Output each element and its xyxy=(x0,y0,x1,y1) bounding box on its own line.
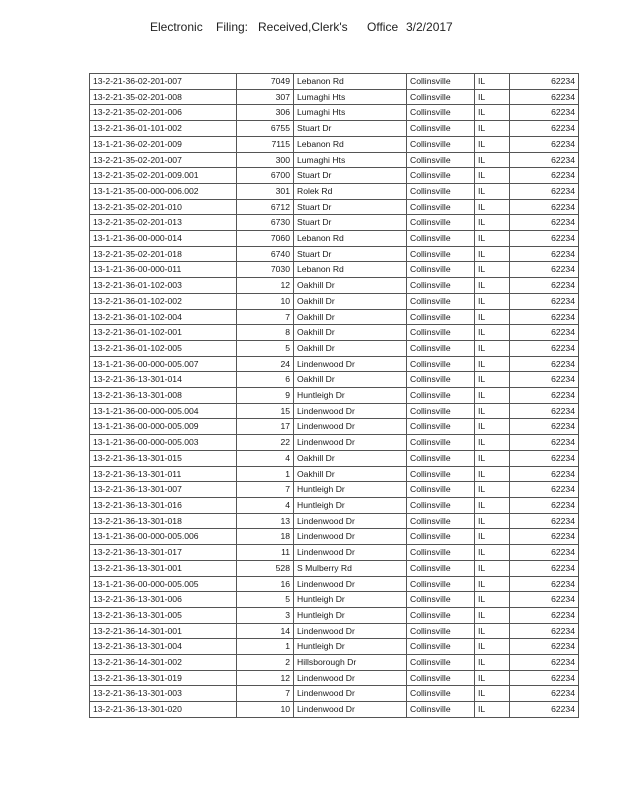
city-cell: Collinsville xyxy=(407,419,475,435)
street-name-cell: Lindenwood Dr xyxy=(294,403,407,419)
parcel-id-cell: 13-2-21-36-13-301-016 xyxy=(90,497,237,513)
state-cell: IL xyxy=(475,168,510,184)
street-name-cell: S Mulberry Rd xyxy=(294,560,407,576)
city-cell: Collinsville xyxy=(407,592,475,608)
city-cell: Collinsville xyxy=(407,121,475,137)
state-cell: IL xyxy=(475,560,510,576)
house-number-cell: 1 xyxy=(237,466,294,482)
house-number-cell: 5 xyxy=(237,592,294,608)
table-row xyxy=(90,545,579,561)
city-cell: Collinsville xyxy=(407,262,475,278)
table-row xyxy=(90,482,579,498)
parcel-id-cell: 13-2-21-36-13-301-018 xyxy=(90,513,237,529)
street-name-cell: Oakhill Dr xyxy=(294,325,407,341)
state-cell: IL xyxy=(475,89,510,105)
zip-cell: 62234 xyxy=(510,199,579,215)
table-row xyxy=(90,560,579,576)
zip-cell: 62234 xyxy=(510,450,579,466)
city-cell: Collinsville xyxy=(407,545,475,561)
table-row xyxy=(90,293,579,309)
street-name-cell: Lebanon Rd xyxy=(294,231,407,247)
zip-cell: 62234 xyxy=(510,545,579,561)
state-cell: IL xyxy=(475,262,510,278)
table-row xyxy=(90,419,579,435)
state-cell: IL xyxy=(475,403,510,419)
table-row xyxy=(90,576,579,592)
house-number-cell: 10 xyxy=(237,293,294,309)
house-number-cell: 6712 xyxy=(237,199,294,215)
state-cell: IL xyxy=(475,482,510,498)
street-name-cell: Oakhill Dr xyxy=(294,293,407,309)
zip-cell: 62234 xyxy=(510,231,579,247)
street-name-cell: Oakhill Dr xyxy=(294,340,407,356)
house-number-cell: 7 xyxy=(237,309,294,325)
city-cell: Collinsville xyxy=(407,607,475,623)
city-cell: Collinsville xyxy=(407,529,475,545)
state-cell: IL xyxy=(475,121,510,137)
city-cell: Collinsville xyxy=(407,639,475,655)
house-number-cell: 13 xyxy=(237,513,294,529)
table-row xyxy=(90,168,579,184)
table-row xyxy=(90,278,579,294)
city-cell: Collinsville xyxy=(407,136,475,152)
house-number-cell: 6740 xyxy=(237,246,294,262)
parcel-id-cell: 13-2-21-35-02-201-008 xyxy=(90,89,237,105)
street-name-cell: Lindenwood Dr xyxy=(294,513,407,529)
state-cell: IL xyxy=(475,231,510,247)
city-cell: Collinsville xyxy=(407,623,475,639)
street-name-cell: Lindenwood Dr xyxy=(294,356,407,372)
state-cell: IL xyxy=(475,513,510,529)
parcel-id-cell: 13-2-21-36-13-301-006 xyxy=(90,592,237,608)
house-number-cell: 16 xyxy=(237,576,294,592)
zip-cell: 62234 xyxy=(510,639,579,655)
parcel-id-cell: 13-1-21-36-02-201-009 xyxy=(90,136,237,152)
street-name-cell: Lindenwood Dr xyxy=(294,419,407,435)
city-cell: Collinsville xyxy=(407,278,475,294)
zip-cell: 62234 xyxy=(510,136,579,152)
parcel-id-cell: 13-2-21-36-13-301-011 xyxy=(90,466,237,482)
state-cell: IL xyxy=(475,309,510,325)
street-name-cell: Lumaghi Hts xyxy=(294,105,407,121)
parcel-id-cell: 13-1-21-35-00-000-006.002 xyxy=(90,183,237,199)
table-row xyxy=(90,89,579,105)
city-cell: Collinsville xyxy=(407,372,475,388)
street-name-cell: Lindenwood Dr xyxy=(294,686,407,702)
state-cell: IL xyxy=(475,670,510,686)
parcel-id-cell: 13-2-21-36-14-301-001 xyxy=(90,623,237,639)
zip-cell: 62234 xyxy=(510,325,579,341)
table-row xyxy=(90,529,579,545)
house-number-cell: 7060 xyxy=(237,231,294,247)
table-row xyxy=(90,340,579,356)
state-cell: IL xyxy=(475,466,510,482)
parcel-id-cell: 13-1-21-36-00-000-005.009 xyxy=(90,419,237,435)
zip-cell: 62234 xyxy=(510,576,579,592)
table-row xyxy=(90,592,579,608)
house-number-cell: 6730 xyxy=(237,215,294,231)
zip-cell: 62234 xyxy=(510,262,579,278)
city-cell: Collinsville xyxy=(407,152,475,168)
city-cell: Collinsville xyxy=(407,89,475,105)
state-cell: IL xyxy=(475,340,510,356)
house-number-cell: 7115 xyxy=(237,136,294,152)
street-name-cell: Lindenwood Dr xyxy=(294,529,407,545)
house-number-cell: 6700 xyxy=(237,168,294,184)
city-cell: Collinsville xyxy=(407,246,475,262)
city-cell: Collinsville xyxy=(407,560,475,576)
city-cell: Collinsville xyxy=(407,215,475,231)
table-row xyxy=(90,670,579,686)
table-row xyxy=(90,74,579,90)
table-row xyxy=(90,513,579,529)
table-row xyxy=(90,466,579,482)
zip-cell: 62234 xyxy=(510,529,579,545)
house-number-cell: 6 xyxy=(237,372,294,388)
house-number-cell: 3 xyxy=(237,607,294,623)
state-cell: IL xyxy=(475,639,510,655)
house-number-cell: 18 xyxy=(237,529,294,545)
zip-cell: 62234 xyxy=(510,168,579,184)
house-number-cell: 8 xyxy=(237,325,294,341)
table-row xyxy=(90,623,579,639)
zip-cell: 62234 xyxy=(510,183,579,199)
table-row xyxy=(90,262,579,278)
house-number-cell: 15 xyxy=(237,403,294,419)
zip-cell: 62234 xyxy=(510,419,579,435)
state-cell: IL xyxy=(475,545,510,561)
table-row xyxy=(90,152,579,168)
city-cell: Collinsville xyxy=(407,231,475,247)
house-number-cell: 7030 xyxy=(237,262,294,278)
zip-cell: 62234 xyxy=(510,592,579,608)
house-number-cell: 1 xyxy=(237,639,294,655)
state-cell: IL xyxy=(475,529,510,545)
city-cell: Collinsville xyxy=(407,670,475,686)
state-cell: IL xyxy=(475,246,510,262)
table-row xyxy=(90,435,579,451)
state-cell: IL xyxy=(475,419,510,435)
street-name-cell: Huntleigh Dr xyxy=(294,607,407,623)
table-row xyxy=(90,388,579,404)
zip-cell: 62234 xyxy=(510,356,579,372)
city-cell: Collinsville xyxy=(407,105,475,121)
state-cell: IL xyxy=(475,497,510,513)
parcel-id-cell: 13-2-21-36-13-301-015 xyxy=(90,450,237,466)
zip-cell: 62234 xyxy=(510,623,579,639)
city-cell: Collinsville xyxy=(407,482,475,498)
table-row xyxy=(90,607,579,623)
parcel-id-cell: 13-2-21-35-02-201-007 xyxy=(90,152,237,168)
city-cell: Collinsville xyxy=(407,576,475,592)
house-number-cell: 11 xyxy=(237,545,294,561)
parcel-id-cell: 13-2-21-36-13-301-007 xyxy=(90,482,237,498)
table-row xyxy=(90,655,579,671)
city-cell: Collinsville xyxy=(407,199,475,215)
city-cell: Collinsville xyxy=(407,497,475,513)
zip-cell: 62234 xyxy=(510,686,579,702)
parcel-address-table xyxy=(89,73,579,718)
state-cell: IL xyxy=(475,325,510,341)
zip-cell: 62234 xyxy=(510,246,579,262)
parcel-id-cell: 13-2-21-35-02-201-018 xyxy=(90,246,237,262)
state-cell: IL xyxy=(475,105,510,121)
table-row xyxy=(90,183,579,199)
parcel-id-cell: 13-2-21-36-01-102-002 xyxy=(90,293,237,309)
zip-cell: 62234 xyxy=(510,560,579,576)
street-name-cell: Stuart Dr xyxy=(294,246,407,262)
table-row xyxy=(90,450,579,466)
street-name-cell: Lebanon Rd xyxy=(294,74,407,90)
header-electronic: Electronic xyxy=(150,20,203,34)
street-name-cell: Stuart Dr xyxy=(294,199,407,215)
city-cell: Collinsville xyxy=(407,655,475,671)
city-cell: Collinsville xyxy=(407,388,475,404)
house-number-cell: 7 xyxy=(237,686,294,702)
house-number-cell: 4 xyxy=(237,450,294,466)
parcel-id-cell: 13-2-21-35-02-201-010 xyxy=(90,199,237,215)
house-number-cell: 6755 xyxy=(237,121,294,137)
house-number-cell: 306 xyxy=(237,105,294,121)
city-cell: Collinsville xyxy=(407,309,475,325)
state-cell: IL xyxy=(475,450,510,466)
street-name-cell: Oakhill Dr xyxy=(294,372,407,388)
city-cell: Collinsville xyxy=(407,435,475,451)
city-cell: Collinsville xyxy=(407,513,475,529)
street-name-cell: Hillsborough Dr xyxy=(294,655,407,671)
house-number-cell: 12 xyxy=(237,278,294,294)
street-name-cell: Huntleigh Dr xyxy=(294,482,407,498)
state-cell: IL xyxy=(475,576,510,592)
city-cell: Collinsville xyxy=(407,356,475,372)
street-name-cell: Huntleigh Dr xyxy=(294,639,407,655)
city-cell: Collinsville xyxy=(407,403,475,419)
state-cell: IL xyxy=(475,435,510,451)
parcel-id-cell: 13-2-21-36-01-101-002 xyxy=(90,121,237,137)
street-name-cell: Huntleigh Dr xyxy=(294,592,407,608)
house-number-cell: 4 xyxy=(237,497,294,513)
parcel-id-cell: 13-2-21-35-02-201-013 xyxy=(90,215,237,231)
parcel-id-cell: 13-2-21-36-13-301-003 xyxy=(90,686,237,702)
street-name-cell: Lindenwood Dr xyxy=(294,545,407,561)
header-office: Office xyxy=(367,20,399,34)
zip-cell: 62234 xyxy=(510,702,579,718)
house-number-cell: 300 xyxy=(237,152,294,168)
table-row xyxy=(90,215,579,231)
street-name-cell: Lindenwood Dr xyxy=(294,670,407,686)
state-cell: IL xyxy=(475,592,510,608)
parcel-id-cell: 13-2-21-36-13-301-001 xyxy=(90,560,237,576)
zip-cell: 62234 xyxy=(510,121,579,137)
parcel-id-cell: 13-2-21-36-13-301-019 xyxy=(90,670,237,686)
state-cell: IL xyxy=(475,278,510,294)
parcel-id-cell: 13-1-21-36-00-000-005.004 xyxy=(90,403,237,419)
house-number-cell: 12 xyxy=(237,670,294,686)
parcel-id-cell: 13-2-21-36-01-102-004 xyxy=(90,309,237,325)
street-name-cell: Huntleigh Dr xyxy=(294,388,407,404)
zip-cell: 62234 xyxy=(510,435,579,451)
zip-cell: 62234 xyxy=(510,215,579,231)
street-name-cell: Oakhill Dr xyxy=(294,278,407,294)
state-cell: IL xyxy=(475,136,510,152)
parcel-id-cell: 13-2-21-36-13-301-004 xyxy=(90,639,237,655)
state-cell: IL xyxy=(475,686,510,702)
parcel-id-cell: 13-2-21-35-02-201-006 xyxy=(90,105,237,121)
zip-cell: 62234 xyxy=(510,513,579,529)
parcel-id-cell: 13-2-21-36-14-301-002 xyxy=(90,655,237,671)
street-name-cell: Rolek Rd xyxy=(294,183,407,199)
zip-cell: 62234 xyxy=(510,466,579,482)
zip-cell: 62234 xyxy=(510,497,579,513)
table-row xyxy=(90,497,579,513)
city-cell: Collinsville xyxy=(407,450,475,466)
city-cell: Collinsville xyxy=(407,168,475,184)
street-name-cell: Lumaghi Hts xyxy=(294,89,407,105)
state-cell: IL xyxy=(475,199,510,215)
street-name-cell: Lumaghi Hts xyxy=(294,152,407,168)
city-cell: Collinsville xyxy=(407,340,475,356)
state-cell: IL xyxy=(475,388,510,404)
parcel-id-cell: 13-1-21-36-00-000-011 xyxy=(90,262,237,278)
house-number-cell: 14 xyxy=(237,623,294,639)
table-row xyxy=(90,403,579,419)
parcel-id-cell: 13-1-21-36-00-000-005.005 xyxy=(90,576,237,592)
zip-cell: 62234 xyxy=(510,293,579,309)
zip-cell: 62234 xyxy=(510,74,579,90)
parcel-id-cell: 13-2-21-36-13-301-017 xyxy=(90,545,237,561)
zip-cell: 62234 xyxy=(510,403,579,419)
table-row xyxy=(90,121,579,137)
street-name-cell: Lindenwood Dr xyxy=(294,623,407,639)
table-row xyxy=(90,105,579,121)
table-row xyxy=(90,702,579,718)
parcel-table-body xyxy=(90,74,579,718)
street-name-cell: Stuart Dr xyxy=(294,168,407,184)
parcel-id-cell: 13-1-21-36-00-000-005.003 xyxy=(90,435,237,451)
street-name-cell: Oakhill Dr xyxy=(294,450,407,466)
table-row xyxy=(90,136,579,152)
house-number-cell: 7049 xyxy=(237,74,294,90)
zip-cell: 62234 xyxy=(510,340,579,356)
state-cell: IL xyxy=(475,655,510,671)
zip-cell: 62234 xyxy=(510,89,579,105)
city-cell: Collinsville xyxy=(407,74,475,90)
parcel-id-cell: 13-1-21-36-00-000-005.006 xyxy=(90,529,237,545)
state-cell: IL xyxy=(475,356,510,372)
zip-cell: 62234 xyxy=(510,152,579,168)
street-name-cell: Lebanon Rd xyxy=(294,262,407,278)
parcel-id-cell: 13-1-21-36-00-000-005.007 xyxy=(90,356,237,372)
street-name-cell: Huntleigh Dr xyxy=(294,497,407,513)
street-name-cell: Oakhill Dr xyxy=(294,309,407,325)
house-number-cell: 9 xyxy=(237,388,294,404)
city-cell: Collinsville xyxy=(407,702,475,718)
zip-cell: 62234 xyxy=(510,278,579,294)
state-cell: IL xyxy=(475,215,510,231)
house-number-cell: 7 xyxy=(237,482,294,498)
table-row xyxy=(90,199,579,215)
parcel-id-cell: 13-2-21-36-13-301-020 xyxy=(90,702,237,718)
state-cell: IL xyxy=(475,293,510,309)
table-row xyxy=(90,231,579,247)
state-cell: IL xyxy=(475,623,510,639)
house-number-cell: 5 xyxy=(237,340,294,356)
parcel-id-cell: 13-2-21-36-13-301-005 xyxy=(90,607,237,623)
city-cell: Collinsville xyxy=(407,325,475,341)
parcel-id-cell: 13-2-21-36-01-102-005 xyxy=(90,340,237,356)
parcel-id-cell: 13-1-21-36-00-000-014 xyxy=(90,231,237,247)
house-number-cell: 10 xyxy=(237,702,294,718)
state-cell: IL xyxy=(475,74,510,90)
street-name-cell: Stuart Dr xyxy=(294,215,407,231)
parcel-id-cell: 13-2-21-35-02-201-009.001 xyxy=(90,168,237,184)
parcel-id-cell: 13-2-21-36-13-301-014 xyxy=(90,372,237,388)
state-cell: IL xyxy=(475,152,510,168)
parcel-id-cell: 13-2-21-36-13-301-008 xyxy=(90,388,237,404)
street-name-cell: Oakhill Dr xyxy=(294,466,407,482)
city-cell: Collinsville xyxy=(407,293,475,309)
zip-cell: 62234 xyxy=(510,105,579,121)
house-number-cell: 2 xyxy=(237,655,294,671)
table-row xyxy=(90,246,579,262)
zip-cell: 62234 xyxy=(510,372,579,388)
zip-cell: 62234 xyxy=(510,388,579,404)
city-cell: Collinsville xyxy=(407,686,475,702)
parcel-id-cell: 13-2-21-36-02-201-007 xyxy=(90,74,237,90)
house-number-cell: 307 xyxy=(237,89,294,105)
table-row xyxy=(90,372,579,388)
house-number-cell: 22 xyxy=(237,435,294,451)
parcel-id-cell: 13-2-21-36-01-102-003 xyxy=(90,278,237,294)
state-cell: IL xyxy=(475,372,510,388)
street-name-cell: Lindenwood Dr xyxy=(294,702,407,718)
header-date: 3/2/2017 xyxy=(406,20,453,34)
table-row xyxy=(90,686,579,702)
zip-cell: 62234 xyxy=(510,655,579,671)
state-cell: IL xyxy=(475,183,510,199)
house-number-cell: 24 xyxy=(237,356,294,372)
city-cell: Collinsville xyxy=(407,466,475,482)
street-name-cell: Lebanon Rd xyxy=(294,136,407,152)
header-received-clerks: Received,Clerk's xyxy=(258,20,348,34)
table-row xyxy=(90,325,579,341)
header-filing: Filing: xyxy=(216,20,249,34)
state-cell: IL xyxy=(475,702,510,718)
table-row xyxy=(90,356,579,372)
zip-cell: 62234 xyxy=(510,309,579,325)
street-name-cell: Stuart Dr xyxy=(294,121,407,137)
house-number-cell: 528 xyxy=(237,560,294,576)
house-number-cell: 17 xyxy=(237,419,294,435)
street-name-cell: Lindenwood Dr xyxy=(294,576,407,592)
parcel-id-cell: 13-2-21-36-01-102-001 xyxy=(90,325,237,341)
city-cell: Collinsville xyxy=(407,183,475,199)
zip-cell: 62234 xyxy=(510,670,579,686)
street-name-cell: Lindenwood Dr xyxy=(294,435,407,451)
zip-cell: 62234 xyxy=(510,482,579,498)
table-row xyxy=(90,639,579,655)
table-row xyxy=(90,309,579,325)
zip-cell: 62234 xyxy=(510,607,579,623)
state-cell: IL xyxy=(475,607,510,623)
house-number-cell: 301 xyxy=(237,183,294,199)
